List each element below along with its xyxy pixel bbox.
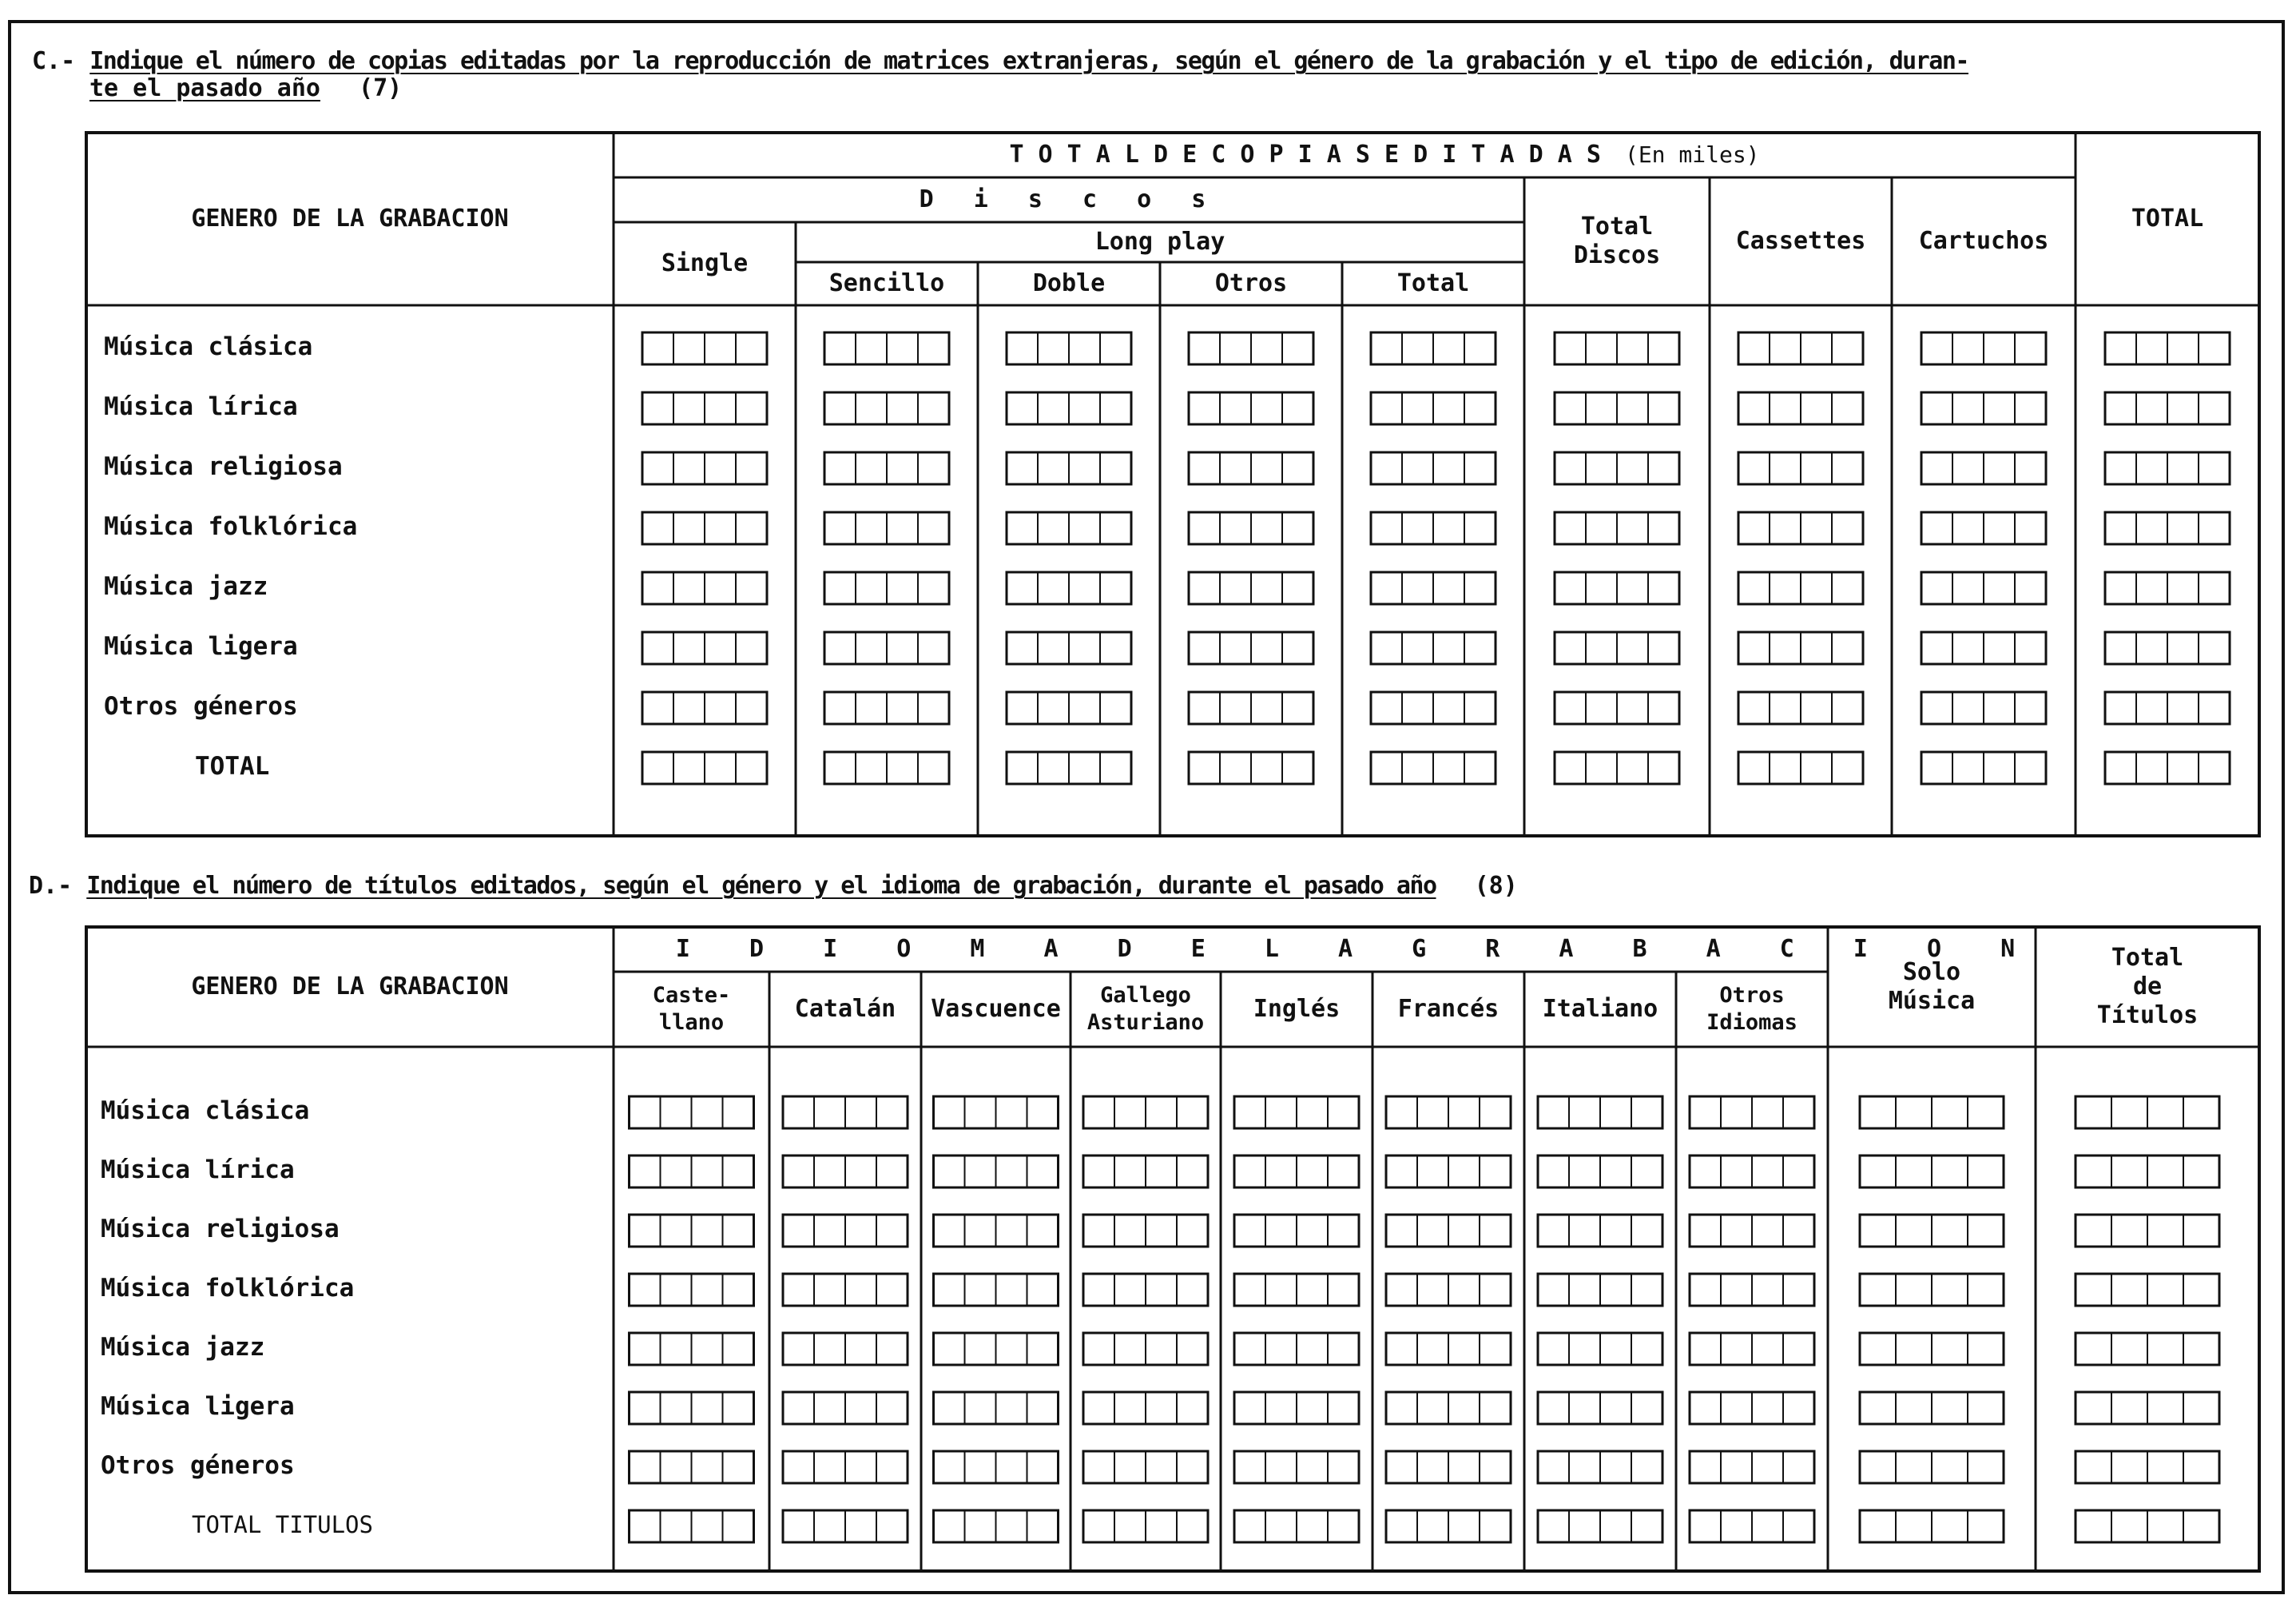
c-row-label: TOTAL xyxy=(195,752,270,781)
d-column-header: Italiano xyxy=(1542,995,1658,1023)
d-row-label: Otros géneros xyxy=(101,1451,295,1480)
c-total-header: TOTAL xyxy=(2131,205,2204,233)
d-total-titulos-header: Total de Títulos xyxy=(2096,944,2199,1029)
c-sencillo-header: Sencillo xyxy=(828,269,945,297)
c-group-units: (En miles) xyxy=(1624,141,1760,168)
c-row-label: Música clásica xyxy=(104,332,313,361)
c-row-label: Otros géneros xyxy=(104,692,298,721)
d-column-header: Otros Idiomas xyxy=(1706,983,1797,1035)
d-column-header: Vascuence xyxy=(931,995,1061,1023)
d-genre-header: GENERO DE LA GRABACION xyxy=(191,973,509,1000)
c-total-discos-header: Total Discos xyxy=(1573,213,1661,269)
c-single-header: Single xyxy=(661,249,749,277)
c-group-header xyxy=(614,133,2155,177)
d-row-label: Música jazz xyxy=(101,1333,265,1362)
c-otros-header: Otros xyxy=(1214,269,1288,297)
section-c-letter: C.- xyxy=(32,47,76,75)
c-genre-header: GENERO DE LA GRABACION xyxy=(191,205,509,233)
c-cartuchos-header: Cartuchos xyxy=(1918,227,2049,255)
d-row-label: Música ligera xyxy=(101,1392,295,1421)
c-cassettes-header: Cassettes xyxy=(1735,227,1866,255)
d-column-header: Francés xyxy=(1397,995,1500,1023)
d-row-label: Música folklórica xyxy=(101,1274,355,1303)
section-c-table xyxy=(86,133,2259,836)
section-c-title-line1: Indique el número de copias editadas por la reproducción de matrices extranjeras, según el género de la grabación y el tipo de edición, duran- xyxy=(89,47,1968,75)
d-row-label: TOTAL TITULOS xyxy=(192,1511,373,1538)
d-column-header: Gallego Asturiano xyxy=(1086,983,1205,1035)
section-d-title: Indique el número de títulos editados, según el género y el idioma de grabación, durante el pasado año xyxy=(86,872,1436,900)
d-row-label: Música clásica xyxy=(101,1096,310,1125)
d-row-label: Música religiosa xyxy=(101,1215,340,1243)
c-row-label: Música ligera xyxy=(104,632,298,661)
section-c-note: (7) xyxy=(359,74,403,102)
section-d-heading xyxy=(29,871,1518,901)
d-group-header: I D I O M A D E L A G R A B A C I O N xyxy=(675,935,2038,963)
c-total-lp-header: Total xyxy=(1396,269,1470,297)
c-doble-header: Doble xyxy=(1032,269,1106,297)
d-column-header: Caste- llano xyxy=(652,983,731,1035)
c-row-label: Música religiosa xyxy=(104,452,343,481)
c-discos-header: D i s c o s xyxy=(919,185,1219,213)
section-c-title-line2: te el pasado año xyxy=(89,74,320,102)
section-d-letter: D.- xyxy=(29,872,73,900)
c-row-label: Música jazz xyxy=(104,572,268,601)
d-solo-musica-header: Solo Música xyxy=(1888,958,1976,1015)
section-c-heading xyxy=(32,46,1968,77)
c-row-label: Música lírica xyxy=(104,392,298,421)
c-row-label: Música folklórica xyxy=(104,512,358,541)
c-group-header-text: T O T A L D E C O P I A S E D I T A D A S xyxy=(1009,141,1601,169)
section-d-note: (8) xyxy=(1474,872,1518,900)
c-longplay-header: Long play xyxy=(1094,228,1225,256)
d-row-label: Música lírica xyxy=(101,1156,295,1184)
section-d-table xyxy=(86,927,2259,1571)
d-column-header: Catalán xyxy=(794,995,896,1023)
section-c-heading-2 xyxy=(89,74,402,104)
d-column-header: Inglés xyxy=(1253,995,1341,1023)
